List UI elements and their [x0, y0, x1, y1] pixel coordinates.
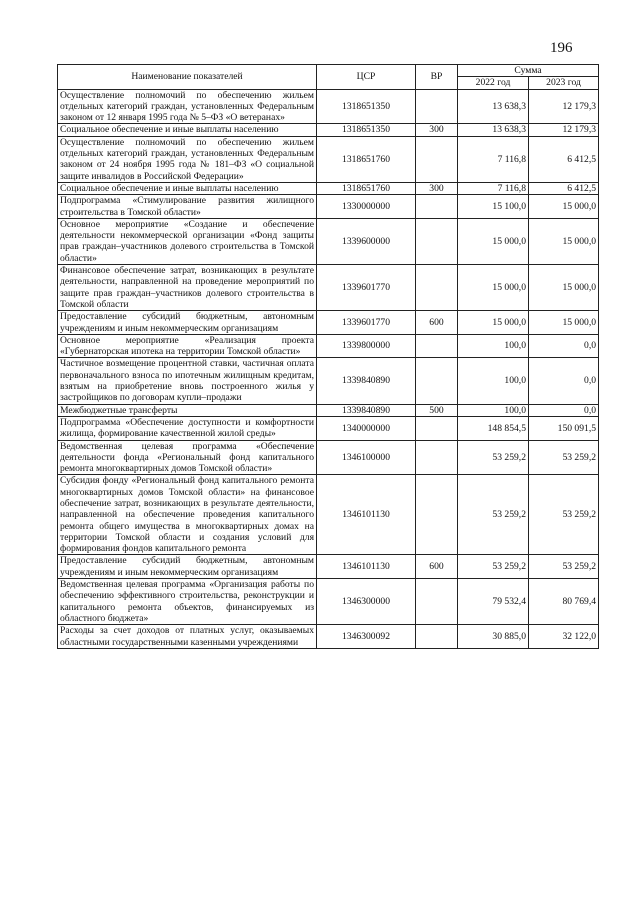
table-row	[58, 440, 599, 475]
row-amount-2023: 15 000,0	[529, 265, 599, 311]
row-amount-2023: 15 000,0	[529, 195, 599, 219]
row-name: Осуществление полномочий по обеспечению жильем отдельных категорий граждан, установленных Федеральным законом от 12 января 1995 года № 5–ФЗ «О ветеранах»	[58, 89, 317, 124]
table-row	[58, 555, 599, 579]
row-name: Предоставление субсидий бюджетным, автономным учреждениям и иным некоммерческим организациям	[58, 555, 317, 579]
row-amount-2023: 12 179,3	[529, 124, 599, 136]
table-row	[58, 124, 599, 136]
row-csr: 1330000000	[317, 195, 416, 219]
header-csr: ЦСР	[317, 65, 416, 90]
row-amount-2022: 53 259,2	[458, 475, 529, 555]
row-amount-2023: 12 179,3	[529, 89, 599, 124]
row-vr	[416, 579, 458, 625]
row-name: Межбюджетные трансферты	[58, 404, 317, 416]
row-csr: 1318651760	[317, 136, 416, 182]
row-csr: 1339840890	[317, 404, 416, 416]
row-vr: 300	[416, 124, 458, 136]
header-name: Наименование показателей	[58, 65, 317, 90]
row-csr: 1346100000	[317, 440, 416, 475]
table-row	[58, 334, 599, 358]
row-csr: 1339601770	[317, 265, 416, 311]
header-vr: ВР	[416, 65, 458, 90]
row-csr: 1339601770	[317, 311, 416, 335]
row-vr	[416, 136, 458, 182]
table-row	[58, 416, 599, 440]
row-vr	[416, 265, 458, 311]
row-name: Ведомственная целевая программа «Обеспечение деятельности фонда «Региональный фонд капитального ремонта многоквартирных домов Томской области»	[58, 440, 317, 475]
table-row	[58, 311, 599, 335]
row-amount-2022: 7 116,8	[458, 136, 529, 182]
header-year-2022: 2022 год	[458, 77, 529, 89]
row-name: Подпрограмма «Стимулирование развития жилищного строительства в Томской области»	[58, 195, 317, 219]
table-row	[58, 625, 599, 649]
row-csr: 1339800000	[317, 334, 416, 358]
row-csr: 1318651760	[317, 182, 416, 194]
table-row	[58, 89, 599, 124]
row-amount-2022: 15 000,0	[458, 218, 529, 264]
header-sum: Сумма	[458, 65, 599, 77]
row-amount-2023: 150 091,5	[529, 416, 599, 440]
row-amount-2022: 30 885,0	[458, 625, 529, 649]
row-amount-2022: 7 116,8	[458, 182, 529, 194]
row-amount-2022: 15 000,0	[458, 311, 529, 335]
row-amount-2022: 53 259,2	[458, 440, 529, 475]
table-row	[58, 358, 599, 404]
row-amount-2023: 6 412,5	[529, 182, 599, 194]
page-number: 196	[550, 40, 573, 56]
table-row	[58, 579, 599, 625]
row-name: Ведомственная целевая программа «Организация работы по обеспечению эффективного строительства, реконструкции и капитального ремонта объектов, финансируемых из областного бюджета»	[58, 579, 317, 625]
row-name: Финансовое обеспечение затрат, возникающих в результате деятельности, направленной на проведение мероприятий по защите прав граждан–участников долевого строительства в Томской области	[58, 265, 317, 311]
row-vr	[416, 334, 458, 358]
row-amount-2023: 53 259,2	[529, 555, 599, 579]
row-vr	[416, 358, 458, 404]
table-row	[58, 195, 599, 219]
row-vr	[416, 89, 458, 124]
row-name: Социальное обеспечение и иные выплаты населению	[58, 182, 317, 194]
row-amount-2023: 6 412,5	[529, 136, 599, 182]
row-name: Субсидия фонду «Региональный фонд капитального ремонта многоквартирных домов Томской области» на финансовое обеспечение затрат, возникающих в результате деятельности, направленной на обеспечение проведения капитального ремонта общего имущества в многоквартирных домах на территории Томской области и создания условий для формирования фондов капитального ремонта	[58, 475, 317, 555]
row-name: Основное мероприятие «Реализация проекта «Губернаторская ипотека на территории Томской области»	[58, 334, 317, 358]
row-amount-2023: 15 000,0	[529, 311, 599, 335]
row-amount-2022: 13 638,3	[458, 89, 529, 124]
row-vr	[416, 440, 458, 475]
row-amount-2022: 79 532,4	[458, 579, 529, 625]
table-row	[58, 136, 599, 182]
table-row	[58, 404, 599, 416]
row-vr: 300	[416, 182, 458, 194]
row-csr: 1346101130	[317, 555, 416, 579]
row-csr: 1339840890	[317, 358, 416, 404]
row-name: Подпрограмма «Обеспечение доступности и комфортности жилища, формирование качественной жилой среды»	[58, 416, 317, 440]
row-vr	[416, 218, 458, 264]
row-amount-2022: 53 259,2	[458, 555, 529, 579]
budget-table	[57, 64, 599, 649]
row-vr: 600	[416, 555, 458, 579]
row-csr: 1318651350	[317, 124, 416, 136]
row-name: Предоставление субсидий бюджетным, автономным учреждениям и иным некоммерческим организациям	[58, 311, 317, 335]
row-vr	[416, 475, 458, 555]
row-vr: 500	[416, 404, 458, 416]
row-amount-2022: 100,0	[458, 334, 529, 358]
row-vr	[416, 625, 458, 649]
row-amount-2023: 80 769,4	[529, 579, 599, 625]
row-csr: 1340000000	[317, 416, 416, 440]
row-amount-2022: 15 100,0	[458, 195, 529, 219]
row-amount-2023: 0,0	[529, 334, 599, 358]
row-csr: 1346300092	[317, 625, 416, 649]
row-name: Частичное возмещение процентной ставки, частичная оплата первоначального взноса по ипотечным жилищным кредитам, взятым на приобретение вновь построенного жилья у застройщиков по договорам купли–продажи	[58, 358, 317, 404]
table-row	[58, 475, 599, 555]
row-amount-2022: 100,0	[458, 358, 529, 404]
row-amount-2023: 0,0	[529, 404, 599, 416]
row-vr: 600	[416, 311, 458, 335]
row-csr: 1339600000	[317, 218, 416, 264]
row-amount-2023: 53 259,2	[529, 440, 599, 475]
row-amount-2022: 100,0	[458, 404, 529, 416]
row-amount-2022: 148 854,5	[458, 416, 529, 440]
table-row	[58, 182, 599, 194]
row-vr	[416, 416, 458, 440]
table-row	[58, 265, 599, 311]
row-name: Социальное обеспечение и иные выплаты населению	[58, 124, 317, 136]
row-amount-2023: 15 000,0	[529, 218, 599, 264]
row-name: Осуществление полномочий по обеспечению жильем отдельных категорий граждан, установленных Федеральным законом от 24 ноября 1995 года № 181–ФЗ «О социальной защите инвалидов в Российской Федерации»	[58, 136, 317, 182]
header-year-2023: 2023 год	[529, 77, 599, 89]
row-amount-2022: 13 638,3	[458, 124, 529, 136]
row-csr: 1346300000	[317, 579, 416, 625]
row-amount-2022: 15 000,0	[458, 265, 529, 311]
row-csr: 1318651350	[317, 89, 416, 124]
table-row	[58, 218, 599, 264]
row-amount-2023: 32 122,0	[529, 625, 599, 649]
row-amount-2023: 0,0	[529, 358, 599, 404]
row-name: Расходы за счет доходов от платных услуг, оказываемых областными государственными казенными учреждениями	[58, 625, 317, 649]
row-name: Основное мероприятие «Создание и обеспечение деятельности некоммерческой организации «Фонд защиты прав граждан–участников долевого строительства в Томской области»	[58, 218, 317, 264]
row-vr	[416, 195, 458, 219]
row-csr: 1346101130	[317, 475, 416, 555]
row-amount-2023: 53 259,2	[529, 475, 599, 555]
